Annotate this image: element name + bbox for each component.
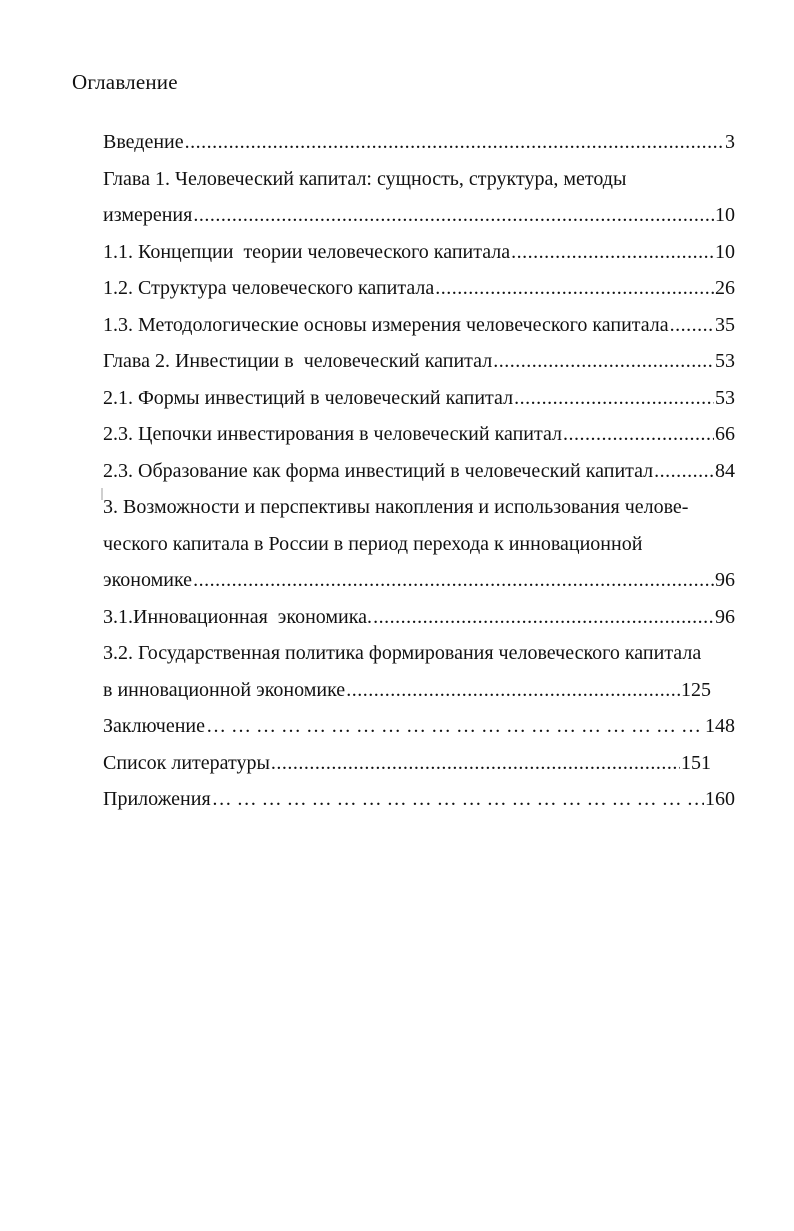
toc-page-number: 53 (715, 386, 735, 409)
toc-dot-leader (373, 599, 714, 636)
toc-entry-title-continued: ческого капитала в России в период перехода к инновационной (103, 532, 643, 555)
toc-entry-conclusion (103, 708, 735, 745)
toc-ellipsis-leader (212, 781, 704, 818)
toc-dot-leader (193, 197, 714, 234)
toc-entry-title: 2.3. Цепочки инвестирования в человеческий капитал (103, 423, 563, 445)
toc-page-number: 148 (705, 715, 735, 737)
toc-dot-leader (435, 270, 714, 307)
toc-dot-leader (346, 672, 680, 709)
toc-dot-leader (670, 307, 714, 344)
toc-entry-chapter-2 (103, 343, 735, 380)
toc-entry-section-1-2 (103, 270, 735, 307)
toc-entry-title: 1.1. Концепции теории человеческого капитала (103, 240, 511, 263)
toc-entry-section-1-3 (103, 307, 735, 344)
toc-entry-title: 3.2. Государственная политика формирования человеческого капитала (103, 642, 702, 664)
toc-entry-introduction (103, 124, 735, 161)
toc-page-number: 96 (715, 569, 735, 591)
toc-dot-leader (185, 124, 724, 161)
toc-dot-leader (654, 453, 714, 490)
toc-entry-title: 1.3. Методологические основы измерения человеческого капитала (103, 313, 669, 336)
toc-page-number: 125 (681, 678, 711, 701)
toc-entry-section-3-1 (103, 599, 735, 636)
toc-entry-chapter-3-continued (103, 562, 735, 599)
toc-dot-leader (493, 343, 714, 380)
toc-page-number: 151 (681, 751, 711, 774)
toc-entry-references (103, 745, 735, 782)
toc-entry-chapter-3-continued (103, 526, 735, 563)
toc-dot-leader (193, 562, 714, 599)
toc-page-number: 10 (715, 204, 735, 226)
toc-entry-title: Глава 2. Инвестиции в человеческий капитал (103, 350, 493, 372)
toc-entry-section-3-2-continued (103, 672, 735, 709)
toc-entry-title-continued: экономике (103, 569, 193, 591)
toc-entry-title: Введение (103, 131, 184, 153)
toc-entry-chapter-1 (103, 161, 735, 198)
toc-heading: Оглавление (72, 70, 178, 94)
toc-entry-title: Приложения (103, 788, 211, 810)
toc-ellipsis-leader (206, 708, 704, 745)
toc-entry-section-2-3-chains (103, 416, 735, 453)
toc-dot-leader (514, 380, 714, 417)
toc-entry-chapter-3 (103, 489, 735, 526)
toc-dot-leader (511, 234, 714, 271)
toc-entry-title: Список литературы (103, 751, 270, 774)
toc-page-number: 160 (705, 788, 735, 810)
toc-page-number: 35 (715, 313, 735, 336)
toc-page-number: 26 (715, 277, 735, 299)
table-of-contents (103, 124, 735, 818)
toc-entry-title-continued: в инновационной экономике (103, 678, 346, 701)
toc-entry-title-continued: измерения (103, 204, 193, 226)
toc-dot-leader (271, 745, 680, 782)
toc-page-number: 53 (715, 350, 735, 372)
toc-entry-section-1-1 (103, 234, 735, 271)
toc-page-number: 10 (715, 240, 735, 263)
toc-page-number: 3 (725, 131, 735, 153)
toc-page-number: 96 (715, 605, 735, 628)
toc-entry-chapter-1-continued (103, 197, 735, 234)
toc-entry-title: 3. Возможности и перспективы накопления и использования челове- (103, 496, 689, 518)
toc-page-number: 84 (715, 459, 735, 482)
toc-dot-leader (563, 416, 714, 453)
toc-entry-section-2-1 (103, 380, 735, 417)
toc-entry-title: 3.1.Инновационная экономика. (103, 605, 373, 628)
toc-entry-title: Заключение (103, 715, 205, 737)
toc-entry-section-3-2 (103, 635, 735, 672)
toc-entry-title: 2.1. Формы инвестиций в человеческий капитал (103, 386, 514, 409)
toc-entry-title: 1.2. Структура человеческого капитала (103, 277, 435, 299)
toc-entry-title: Глава 1. Человеческий капитал: сущность, структура, методы (103, 167, 627, 190)
toc-page-number: 66 (715, 423, 735, 445)
toc-entry-title: 2.3. Образование как форма инвестиций в человеческий капитал (103, 459, 654, 482)
toc-entry-section-2-3-education (103, 453, 735, 490)
toc-entry-appendices (103, 781, 735, 818)
